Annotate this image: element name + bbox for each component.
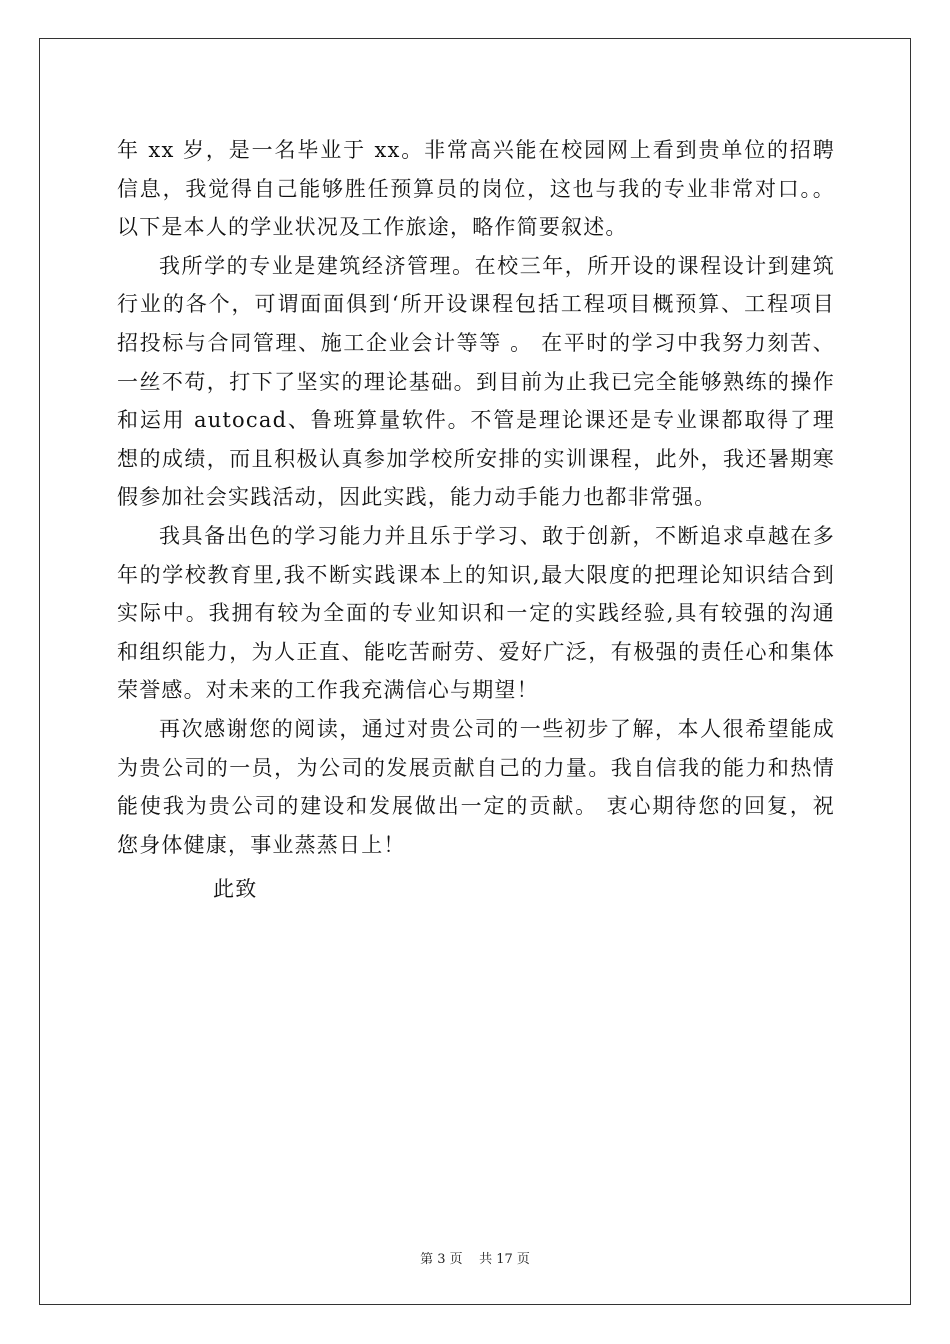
closing-salutation: 此致 xyxy=(213,877,258,902)
paragraph-4: 再次感谢您的阅读，通过对贵公司的一些初步了解，本人很希望能成为贵公司的一员，为公司的发展贡献自己的力量。我自信我的能力和热情能使我为贵公司的建设和发展做出一定的贡献。 衷心期待您的回复，祝您身体健康，事业蒸蒸日上！ xyxy=(117,716,835,857)
paragraph-3: 我具备出色的学习能力并且乐于学习、敢于创新，不断追求卓越在多年的学校教育里,我不断实践课本上的知识,最大限度的把理论知识结合到实际中。我拥有较为全面的专业知识和一定的实践经验,具有较强的沟通和组织能力，为人正直、能吃苦耐劳、爱好广泛，有极强的责任心和集体荣誉感。对未来的工作我充满信心与期望！ xyxy=(117,523,835,703)
document-body xyxy=(117,131,835,909)
paragraph-1: 年 xx 岁，是一名毕业于 xx。非常高兴能在校园网上看到贵单位的招聘信息，我觉得自己能够胜任预算员的岗位，这也与我的专业非常对口。。以下是本人的学业状况及工作旅途，略作简要叙述。 xyxy=(117,138,835,240)
paragraph-2: 我所学的专业是建筑经济管理。在校三年，所开设的课程设计到建筑行业的各个，可谓面面俱到‘所开设课程包括工程项目概预算、工程项目招投标与合同管理、施工企业会计等等 。 在平时的学习中我努力刻苦、一丝不苟，打下了坚实的理论基础。到目前为止我已完全能够熟练的操作和运用 autocad、鲁班算量软件。不管是理论课还是专业课都取得了理想的成绩，而且积极认真参加学校所安排的实训课程，此外，我还暑期寒假参加社会实践活动，因此实践，能力动手能力也都非常强。 xyxy=(117,253,835,510)
page-number-footer: 第 3 页 共 17 页 xyxy=(420,1252,530,1267)
